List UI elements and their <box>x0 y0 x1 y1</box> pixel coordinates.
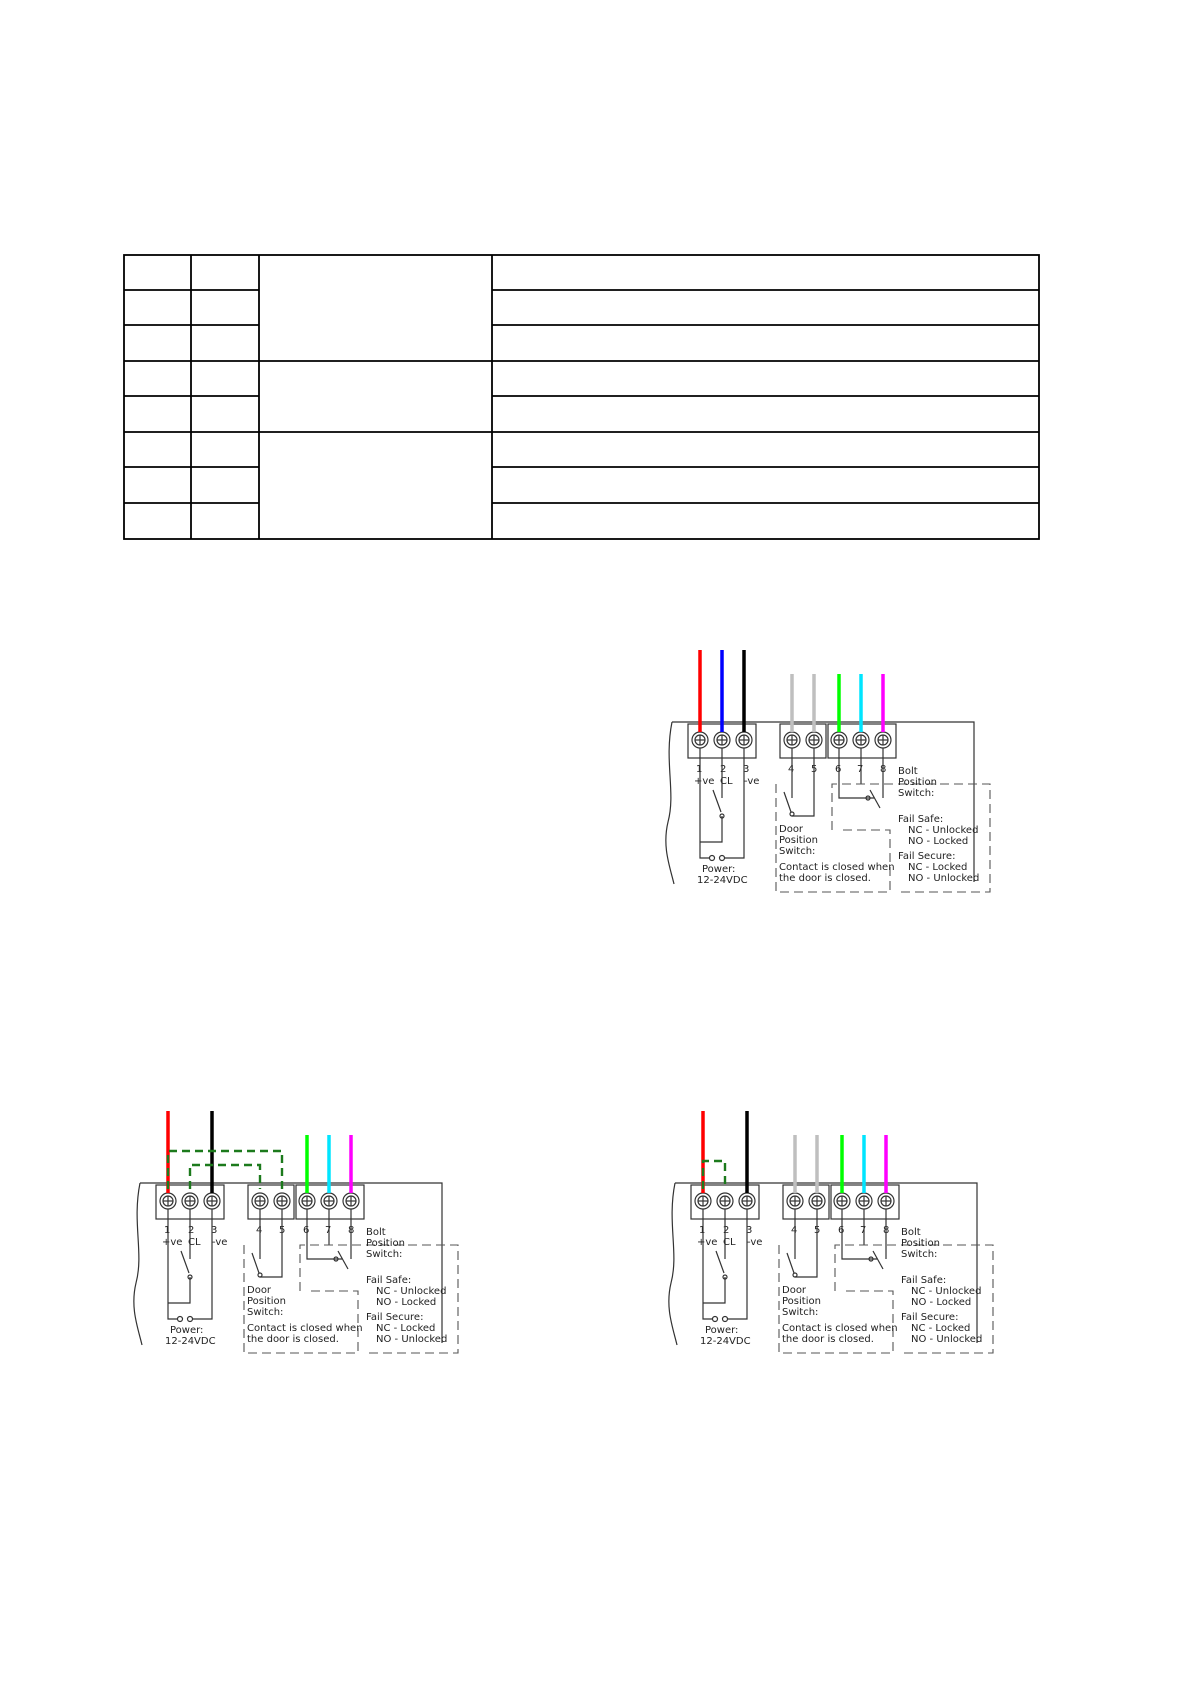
door-switch-contact <box>793 1273 797 1277</box>
contact-note: the door is closed. <box>779 873 871 884</box>
plus-ve-label: +ve <box>697 1237 718 1248</box>
terminal-3-label: 3 <box>746 1225 753 1236</box>
bolt-switch-wires <box>307 1209 351 1259</box>
fail-safe-no: NO - Locked <box>376 1297 437 1308</box>
contact-note: Contact is closed when <box>779 862 895 873</box>
terminal-1-label: 1 <box>696 764 703 775</box>
door-label: Door <box>782 1285 807 1296</box>
cl-wire <box>703 1209 725 1303</box>
terminal-6-label: 6 <box>303 1225 310 1236</box>
fail-secure-no: NO - Unlocked <box>908 873 980 884</box>
cl-wire <box>700 748 722 842</box>
bolt-label: Switch: <box>898 788 935 799</box>
power-terminal <box>720 856 725 861</box>
wiring-diagram-jumper-cl <box>669 1111 993 1353</box>
wiring-diagram-jumper-door <box>134 1111 458 1353</box>
door-label: Door <box>247 1285 272 1296</box>
bolt-label: Position <box>366 1238 405 1249</box>
fail-safe-no: NO - Locked <box>908 836 969 847</box>
power-label: Power: <box>705 1325 739 1336</box>
terminal-7-label: 7 <box>857 764 864 775</box>
bolt-label: Position <box>901 1238 940 1249</box>
bolt-switch-blade <box>870 790 880 808</box>
door-label: Switch: <box>247 1307 284 1318</box>
bolt-label: Bolt <box>366 1227 386 1238</box>
door-switch-blade <box>787 1253 794 1273</box>
fail-safe-nc: NC - Unlocked <box>908 825 979 836</box>
fail-secure-no: NO - Unlocked <box>911 1334 983 1345</box>
cl-label: CL <box>720 776 733 787</box>
minus-wire <box>725 748 744 858</box>
terminal-1-label: 1 <box>699 1225 706 1236</box>
door-label: Position <box>247 1296 286 1307</box>
board-cut-edge <box>669 1183 677 1345</box>
power-voltage-label: 12-24VDC <box>700 1336 751 1347</box>
power-terminal <box>188 1317 193 1322</box>
terminal-7-label: 7 <box>860 1225 867 1236</box>
contact-note: the door is closed. <box>247 1334 339 1345</box>
fail-safe-label: Fail Safe: <box>898 814 944 825</box>
bolt-label: Bolt <box>898 766 918 777</box>
fail-secure-label: Fail Secure: <box>366 1312 424 1323</box>
power-terminal <box>723 1317 728 1322</box>
wiring-diagram-full <box>666 650 990 892</box>
cl-label: CL <box>723 1237 736 1248</box>
terminal-2-label: 2 <box>720 764 727 775</box>
fail-safe-nc: NC - Unlocked <box>376 1286 447 1297</box>
door-label: Switch: <box>779 846 816 857</box>
power-terminal <box>713 1317 718 1322</box>
board-cut-edge <box>666 722 674 884</box>
terminal-6-label: 6 <box>838 1225 845 1236</box>
minus-ve-label: -ve <box>212 1237 228 1248</box>
fail-secure-label: Fail Secure: <box>898 851 956 862</box>
power-voltage-label: 12-24VDC <box>697 875 748 886</box>
board-cut-edge <box>134 1183 142 1345</box>
minus-wire <box>193 1209 212 1319</box>
fail-secure-label: Fail Secure: <box>901 1312 959 1323</box>
minus-ve-label: -ve <box>747 1237 763 1248</box>
cl-switch-blade <box>713 790 721 812</box>
terminal-3-label: 3 <box>211 1225 218 1236</box>
fail-secure-nc: NC - Locked <box>911 1323 971 1334</box>
fail-secure-nc: NC - Locked <box>908 862 968 873</box>
table-border <box>124 255 1039 539</box>
door-label: Position <box>779 835 818 846</box>
bolt-label: Switch: <box>366 1249 403 1260</box>
bolt-switch-wires <box>839 748 883 798</box>
contact-note: the door is closed. <box>782 1334 874 1345</box>
fail-secure-nc: NC - Locked <box>376 1323 436 1334</box>
cl-switch-blade <box>181 1251 189 1273</box>
door-switch-contact <box>790 812 794 816</box>
plus-ve-label: +ve <box>162 1237 183 1248</box>
terminal-8-label: 8 <box>883 1225 890 1236</box>
door-label: Position <box>782 1296 821 1307</box>
terminal-4-label: 4 <box>256 1225 263 1236</box>
terminal-8-label: 8 <box>880 764 887 775</box>
terminal-5-label: 5 <box>811 764 818 775</box>
bolt-label: Position <box>898 777 937 788</box>
minus-wire <box>728 1209 747 1319</box>
door-switch-blade <box>784 792 791 812</box>
power-terminal <box>710 856 715 861</box>
cl-label: CL <box>188 1237 201 1248</box>
fail-safe-nc: NC - Unlocked <box>911 1286 982 1297</box>
terminal-3-label: 3 <box>743 764 750 775</box>
fail-safe-label: Fail Safe: <box>901 1275 947 1286</box>
minus-ve-label: -ve <box>744 776 760 787</box>
door-switch-contact <box>258 1273 262 1277</box>
terminal-2-label: 2 <box>723 1225 730 1236</box>
terminal-5-label: 5 <box>814 1225 821 1236</box>
bolt-label: Switch: <box>901 1249 938 1260</box>
fail-safe-label: Fail Safe: <box>366 1275 412 1286</box>
terminal-1-label: 1 <box>164 1225 171 1236</box>
terminal-2-label: 2 <box>188 1225 195 1236</box>
terminal-4-label: 4 <box>788 764 795 775</box>
terminal-8-label: 8 <box>348 1225 355 1236</box>
contact-note: Contact is closed when <box>247 1323 363 1334</box>
cl-switch-blade <box>716 1251 724 1273</box>
power-terminal <box>178 1317 183 1322</box>
power-label: Power: <box>170 1325 204 1336</box>
fail-safe-no: NO - Locked <box>911 1297 972 1308</box>
power-voltage-label: 12-24VDC <box>165 1336 216 1347</box>
contact-note: Contact is closed when <box>782 1323 898 1334</box>
door-label: Switch: <box>782 1307 819 1318</box>
plus-ve-label: +ve <box>694 776 715 787</box>
terminal-4-label: 4 <box>791 1225 798 1236</box>
cl-wire <box>168 1209 190 1303</box>
bolt-label: Bolt <box>901 1227 921 1238</box>
bolt-switch-wires <box>842 1209 886 1259</box>
terminal-6-label: 6 <box>835 764 842 775</box>
power-label: Power: <box>702 864 736 875</box>
terminal-7-label: 7 <box>325 1225 332 1236</box>
terminal-5-label: 5 <box>279 1225 286 1236</box>
wiring-table <box>124 255 1039 539</box>
bolt-switch-blade <box>873 1251 883 1269</box>
door-label: Door <box>779 824 804 835</box>
bolt-switch-blade <box>338 1251 348 1269</box>
door-switch-blade <box>252 1253 259 1273</box>
fail-secure-no: NO - Unlocked <box>376 1334 448 1345</box>
